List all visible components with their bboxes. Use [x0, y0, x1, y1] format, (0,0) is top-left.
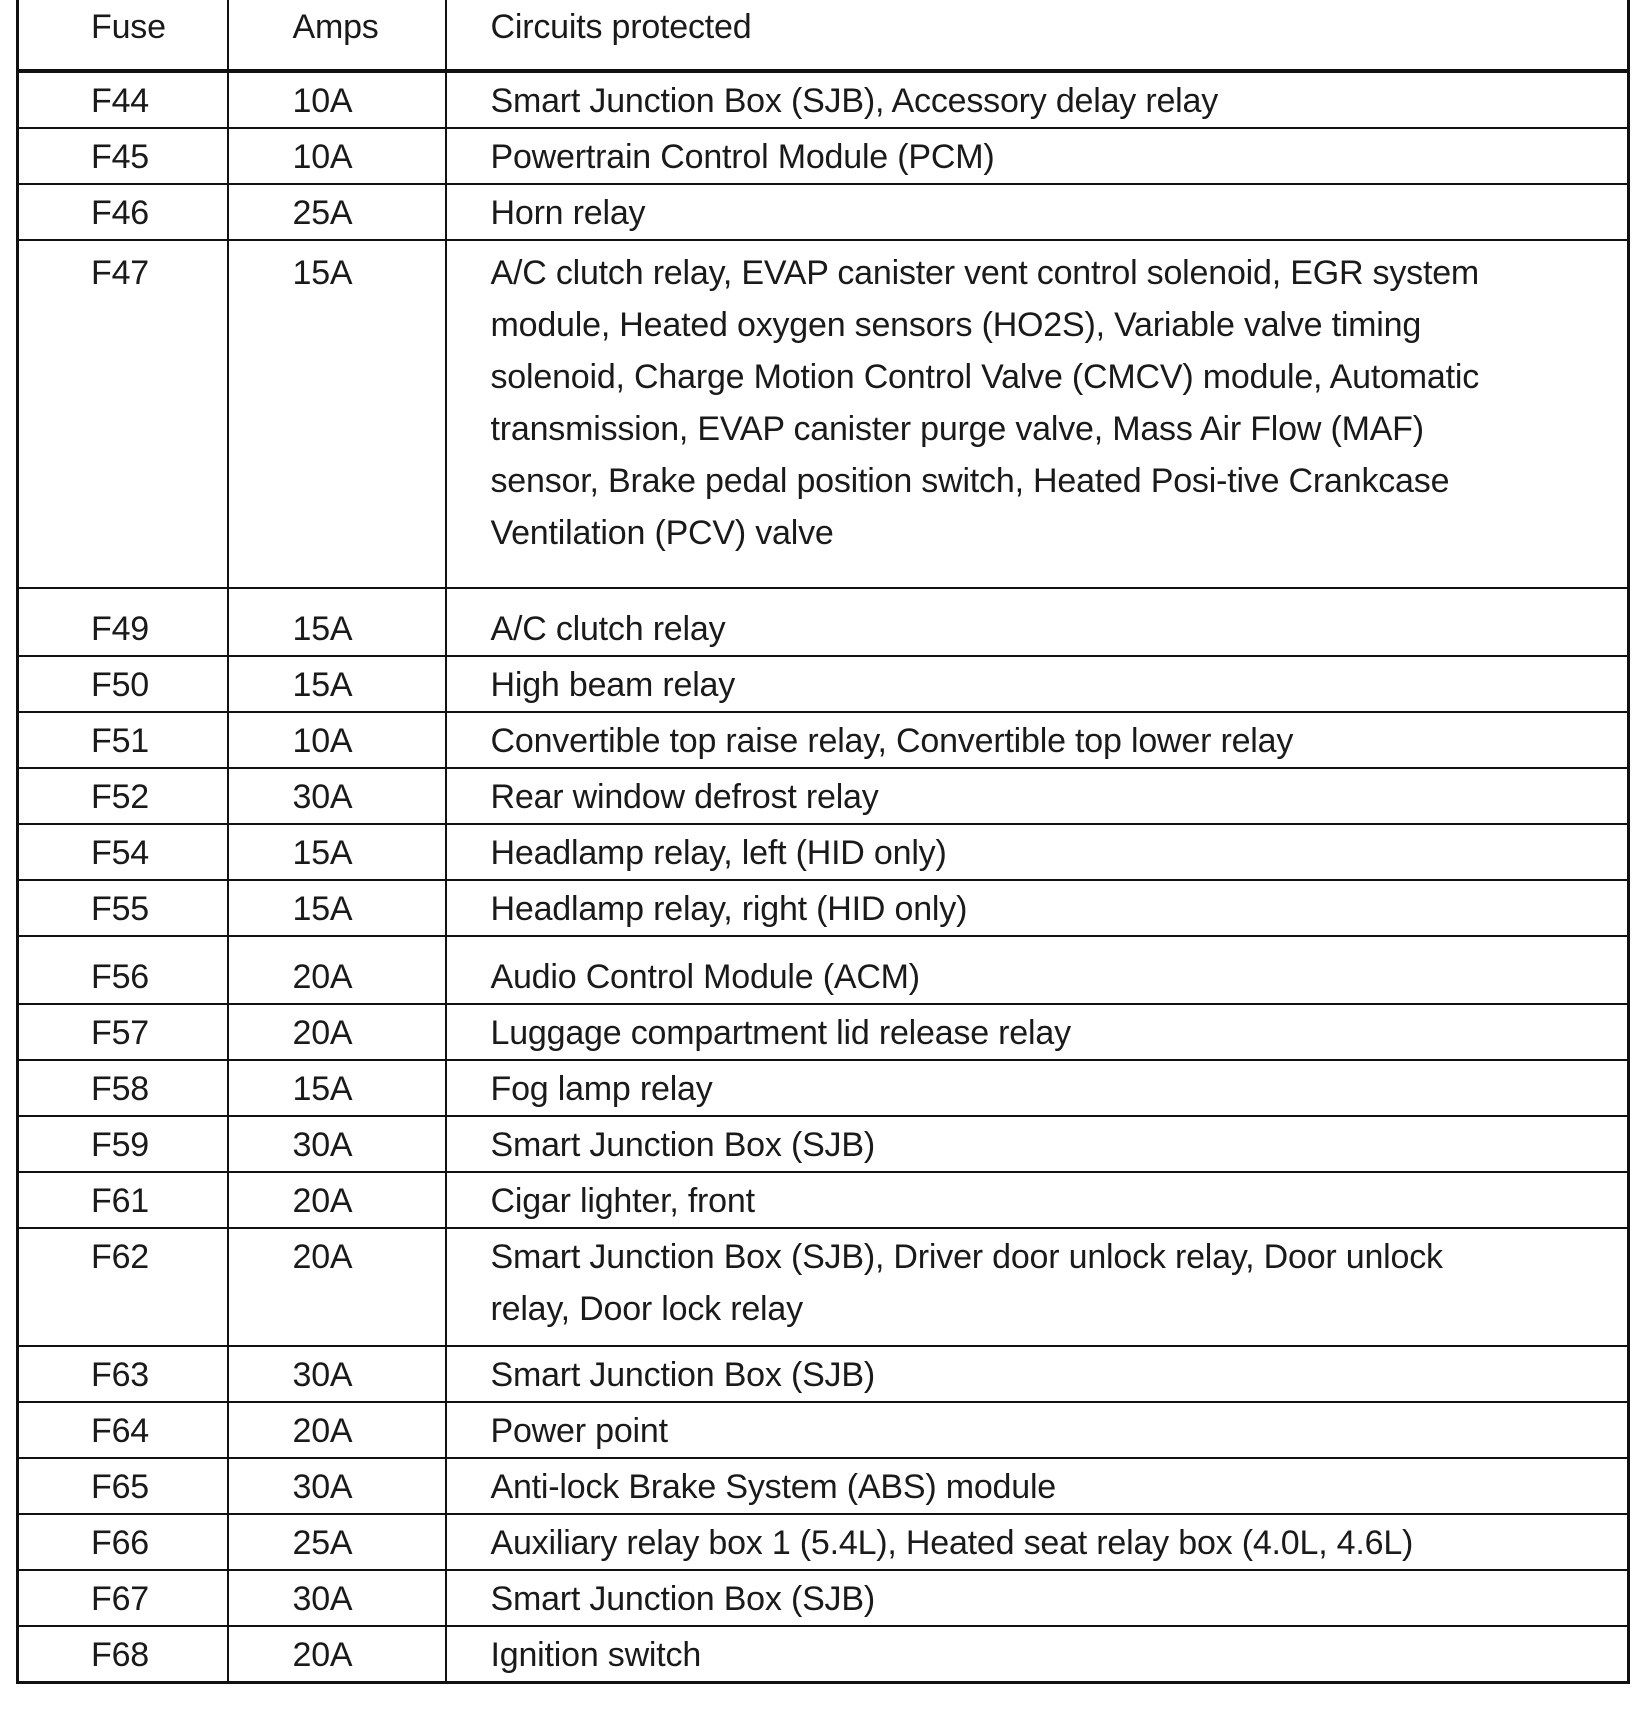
amps-cell: 15A — [228, 1060, 446, 1116]
table-row — [18, 1228, 1629, 1346]
circuits-cell: Horn relay — [446, 184, 1629, 240]
amps-cell: 15A — [228, 656, 446, 712]
circuits-cell: A/C clutch relay, EVAP canister vent control solenoid, EGR system module, Heated oxygen sensors (HO2S), Variable valve timing solenoid, Charge Motion Control Valve (CMCV) module, Automatic transmission, EVAP canister purge valve, Mass Air Flow (MAF) sensor, Brake pedal position switch, Heated Posi-tive Crankcase Ventilation (PCV) valve — [446, 240, 1629, 588]
header-fuse: Fuse — [18, 0, 228, 71]
table-header — [18, 0, 1629, 71]
fuse-cell: F68 — [18, 1626, 228, 1683]
table-row — [18, 1346, 1629, 1402]
amps-cell: 10A — [228, 128, 446, 184]
fuse-cell: F54 — [18, 824, 228, 880]
fuse-cell: F67 — [18, 1570, 228, 1626]
circuits-cell: Luggage compartment lid release relay — [446, 1004, 1629, 1060]
fuse-cell: F44 — [18, 71, 228, 128]
fuse-cell: F46 — [18, 184, 228, 240]
amps-cell: 10A — [228, 71, 446, 128]
fuse-cell: F59 — [18, 1116, 228, 1172]
circuits-cell: Headlamp relay, left (HID only) — [446, 824, 1629, 880]
circuits-cell: Audio Control Module (ACM) — [446, 936, 1629, 1004]
fuse-cell: F45 — [18, 128, 228, 184]
header-row — [18, 0, 1629, 71]
fuse-cell: F61 — [18, 1172, 228, 1228]
table-row — [18, 128, 1629, 184]
fuse-cell: F56 — [18, 936, 228, 1004]
table-row — [18, 71, 1629, 128]
fuse-table — [16, 0, 1630, 1684]
table-row — [18, 1626, 1629, 1683]
fuse-cell: F63 — [18, 1346, 228, 1402]
circuits-cell: Headlamp relay, right (HID only) — [446, 880, 1629, 936]
table-row — [18, 936, 1629, 1004]
circuits-cell: Smart Junction Box (SJB) — [446, 1116, 1629, 1172]
circuits-cell: Rear window defrost relay — [446, 768, 1629, 824]
amps-cell: 30A — [228, 768, 446, 824]
amps-cell: 30A — [228, 1346, 446, 1402]
circuits-cell: Smart Junction Box (SJB), Driver door unlock relay, Door unlock relay, Door lock relay — [446, 1228, 1629, 1346]
amps-cell: 30A — [228, 1570, 446, 1626]
fuse-cell: F65 — [18, 1458, 228, 1514]
table-row — [18, 588, 1629, 656]
table-row — [18, 824, 1629, 880]
amps-cell: 10A — [228, 712, 446, 768]
circuits-cell: Smart Junction Box (SJB) — [446, 1570, 1629, 1626]
circuits-cell: High beam relay — [446, 656, 1629, 712]
circuits-cell: Ignition switch — [446, 1626, 1629, 1683]
table-row — [18, 656, 1629, 712]
table-row — [18, 1570, 1629, 1626]
table-body — [18, 71, 1629, 1683]
table-row — [18, 1402, 1629, 1458]
fuse-cell: F51 — [18, 712, 228, 768]
fuse-cell: F47 — [18, 240, 228, 588]
amps-cell: 20A — [228, 936, 446, 1004]
table-row — [18, 1458, 1629, 1514]
table-row — [18, 1172, 1629, 1228]
fuse-cell: F62 — [18, 1228, 228, 1346]
amps-cell: 20A — [228, 1402, 446, 1458]
amps-cell: 25A — [228, 1514, 446, 1570]
table-row — [18, 240, 1629, 588]
amps-cell: 20A — [228, 1172, 446, 1228]
table-row — [18, 1116, 1629, 1172]
header-circuits: Circuits protected — [446, 0, 1629, 71]
circuits-cell: Auxiliary relay box 1 (5.4L), Heated seat relay box (4.0L, 4.6L) — [446, 1514, 1629, 1570]
amps-cell: 25A — [228, 184, 446, 240]
circuits-cell: Convertible top raise relay, Convertible top lower relay — [446, 712, 1629, 768]
circuits-cell: Powertrain Control Module (PCM) — [446, 128, 1629, 184]
fuse-cell: F58 — [18, 1060, 228, 1116]
fuse-cell: F57 — [18, 1004, 228, 1060]
table-row — [18, 184, 1629, 240]
amps-cell: 15A — [228, 240, 446, 588]
circuits-cell: Cigar lighter, front — [446, 1172, 1629, 1228]
circuits-cell: A/C clutch relay — [446, 588, 1629, 656]
header-amps: Amps — [228, 0, 446, 71]
table-row — [18, 768, 1629, 824]
circuits-cell: Fog lamp relay — [446, 1060, 1629, 1116]
circuits-cell: Smart Junction Box (SJB), Accessory delay relay — [446, 71, 1629, 128]
fuse-cell: F52 — [18, 768, 228, 824]
table-row — [18, 1060, 1629, 1116]
table-row — [18, 1004, 1629, 1060]
fuse-cell: F49 — [18, 588, 228, 656]
circuits-cell: Anti-lock Brake System (ABS) module — [446, 1458, 1629, 1514]
table-row — [18, 880, 1629, 936]
amps-cell: 30A — [228, 1458, 446, 1514]
amps-cell: 15A — [228, 588, 446, 656]
circuits-cell: Power point — [446, 1402, 1629, 1458]
circuits-cell: Smart Junction Box (SJB) — [446, 1346, 1629, 1402]
amps-cell: 15A — [228, 880, 446, 936]
fuse-cell: F64 — [18, 1402, 228, 1458]
amps-cell: 20A — [228, 1004, 446, 1060]
fuse-cell: F55 — [18, 880, 228, 936]
table-row — [18, 1514, 1629, 1570]
table-row — [18, 712, 1629, 768]
amps-cell: 20A — [228, 1626, 446, 1683]
fuse-cell: F50 — [18, 656, 228, 712]
amps-cell: 15A — [228, 824, 446, 880]
amps-cell: 20A — [228, 1228, 446, 1346]
amps-cell: 30A — [228, 1116, 446, 1172]
fuse-cell: F66 — [18, 1514, 228, 1570]
